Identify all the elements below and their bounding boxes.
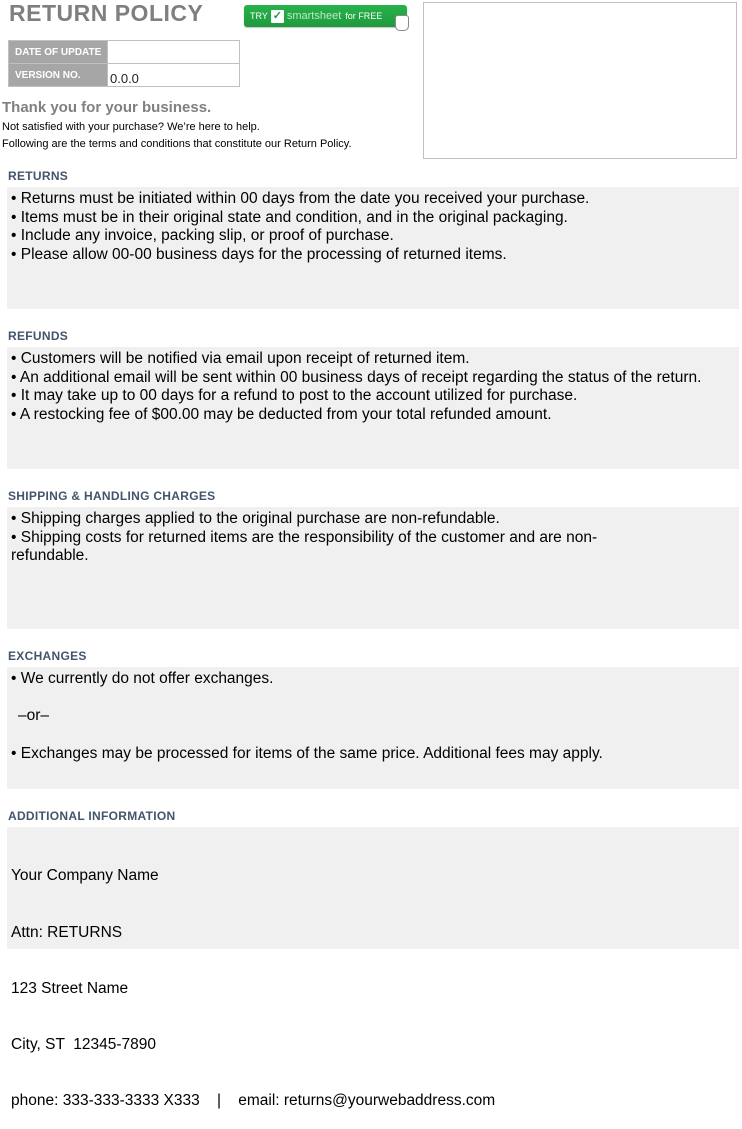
- free-label: for FREE: [345, 11, 383, 21]
- page-title: RETURN POLICY: [9, 0, 204, 26]
- returns-line: • Please allow 00-00 business days for the processing of returned items.: [11, 246, 507, 264]
- returns-line: • Returns must be initiated within 00 days from the date you received your purchase.: [11, 190, 590, 207]
- returns-section: [7, 187, 739, 309]
- refunds-line: • It may take up to 00 days for a refund to post to the account utilized for purchase.: [11, 387, 578, 405]
- exchanges-line-1: • We currently do not offer exchanges.: [11, 670, 274, 687]
- returns-line: • Items must be in their original state and condition, and in the original packaging.: [11, 208, 568, 226]
- additional-section: [7, 827, 739, 1109]
- spacer: [11, 726, 735, 745]
- shipping-heading: SHIPPING & HANDLING CHARGES: [8, 489, 216, 503]
- street-line: 123 Street Name: [11, 979, 129, 997]
- refunds-line: • A restocking fee of $00.00 may be deducted from your total refunded amount.: [11, 406, 552, 424]
- date-of-update-field[interactable]: [108, 41, 240, 64]
- thanks-heading: Thank you for your business.: [2, 99, 212, 116]
- exchanges-or: –or–: [18, 707, 50, 725]
- shipping-line: • Shipping costs for returned items are the responsibility of the customer and are non-refundable.: [11, 528, 598, 565]
- contact-line: phone: 333-333-3333 X333 | email: returns@yourwebaddress.com: [11, 1091, 496, 1109]
- hand-cursor-icon: [395, 15, 409, 31]
- refunds-heading: REFUNDS: [8, 329, 69, 343]
- try-smartsheet-button[interactable]: [244, 5, 407, 27]
- intro-line-1: Not satisfied with your purchase? We’re here to help.: [2, 121, 260, 133]
- returns-heading: RETURNS: [8, 169, 69, 183]
- try-label: TRY: [250, 11, 268, 21]
- version-label: VERSION NO.: [9, 64, 108, 87]
- smartsheet-check-icon: ✓: [272, 9, 282, 22]
- additional-heading: ADDITIONAL INFORMATION: [8, 809, 176, 823]
- exchanges-line-2: • Exchanges may be processed for items of the same price. Additional fees may apply.: [11, 744, 603, 762]
- refunds-section: [7, 347, 739, 469]
- returns-line: • Include any invoice, packing slip, or proof of purchase.: [11, 227, 394, 245]
- smartsheet-brand: smartsheet: [286, 10, 342, 22]
- exchanges-section: [7, 667, 739, 789]
- exchanges-heading: EXCHANGES: [8, 649, 87, 663]
- company-name: Your Company Name: [11, 867, 159, 885]
- spacer: [11, 689, 735, 708]
- city-line: City, ST 12345-7890: [11, 1035, 157, 1053]
- version-field[interactable]: 0.0.0: [108, 64, 240, 87]
- refunds-line: • Customers will be notified via email upon receipt of returned item.: [11, 350, 470, 367]
- shipping-section: [7, 507, 739, 629]
- intro-line-2: Following are the terms and conditions that constitute our Return Policy.: [2, 138, 352, 150]
- attn-line: Attn: RETURNS: [11, 923, 123, 941]
- meta-table: [8, 40, 240, 87]
- logo-placeholder[interactable]: [423, 2, 737, 159]
- date-of-update-label: DATE OF UPDATE: [9, 41, 108, 64]
- shipping-line: • Shipping charges applied to the original purchase are non-refundable.: [11, 510, 500, 527]
- refunds-line: • An additional email will be sent within 00 business days of receipt regarding the status of the return.: [11, 368, 702, 386]
